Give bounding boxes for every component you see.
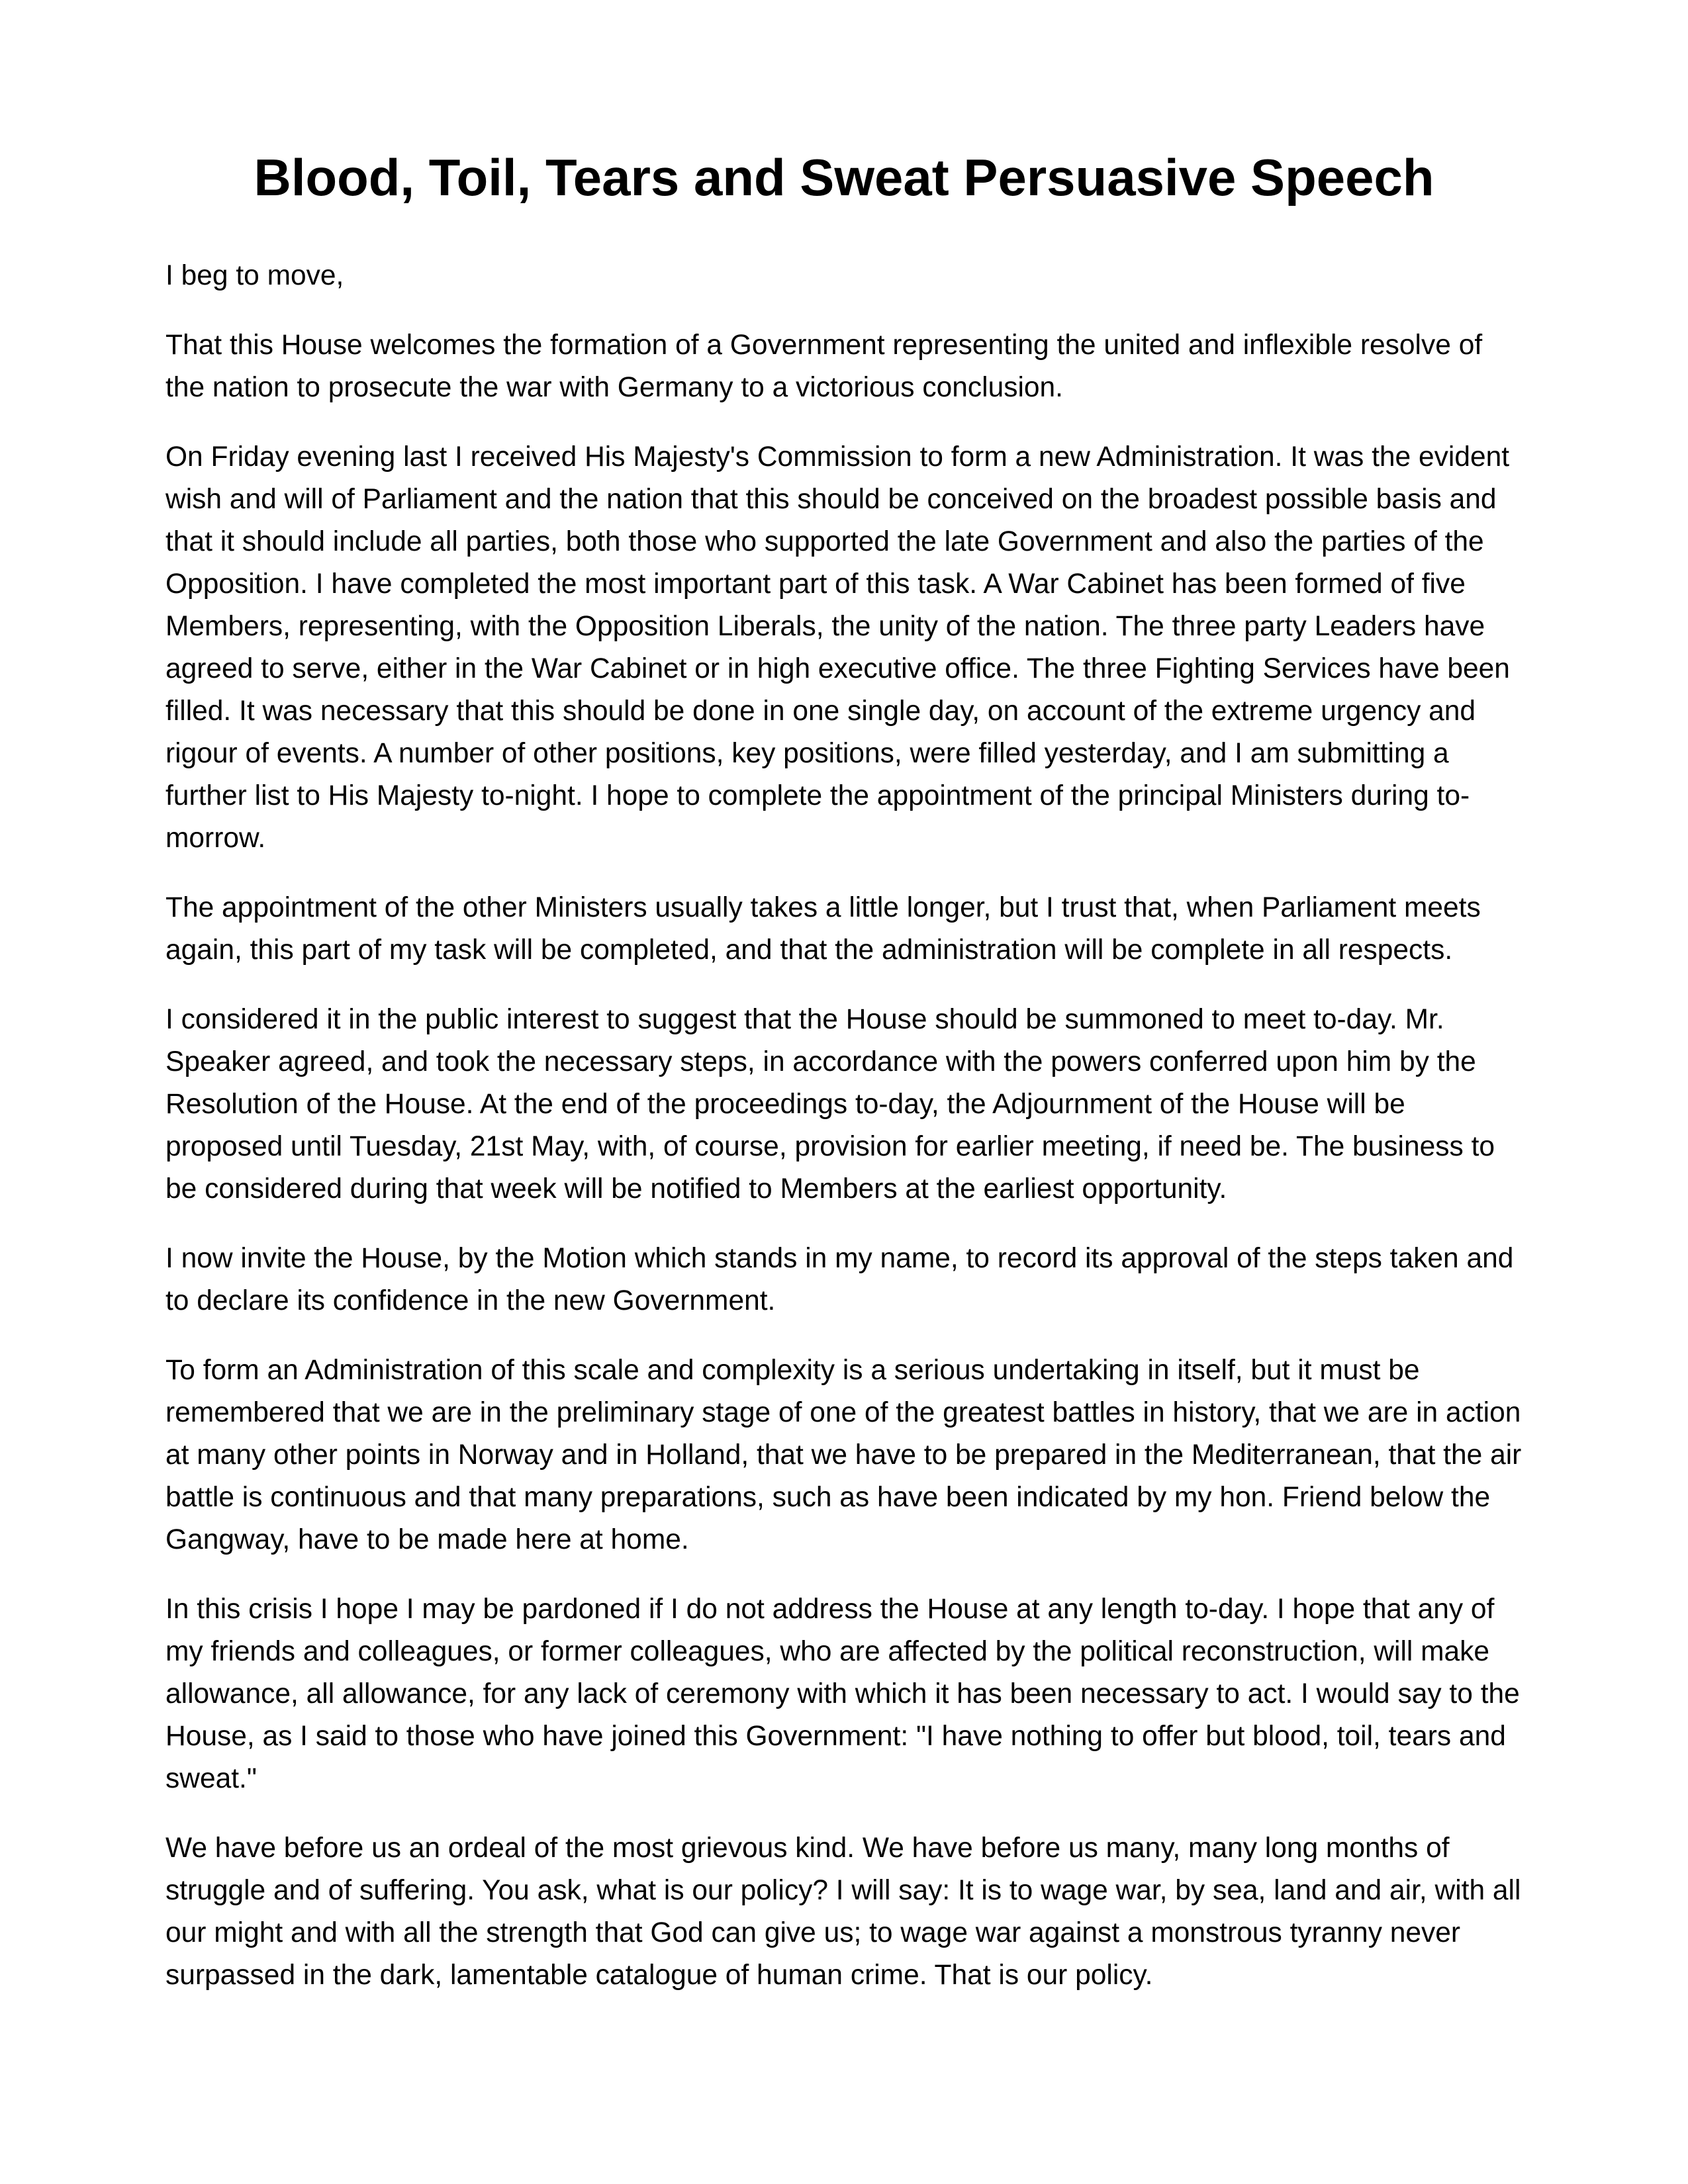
paragraph-1: I beg to move,	[165, 260, 344, 291]
paragraph-6: I now invite the House, by the Motion which stands in my name, to record its approval of the steps taken and to declare its confidence in the new Government.	[165, 1243, 1514, 1316]
paragraph-2: That this House welcomes the formation of a Government representing the united and inflexible resolve of the nation to prosecute the war with Germany to a victorious conclusion.	[165, 330, 1483, 403]
paragraph-4: The appointment of the other Ministers usually takes a little longer, but I trust that, when Parliament meets again, this part of my task will be completed, and that the administration will be complete in all respects.	[165, 892, 1481, 966]
document-body	[165, 255, 1529, 2024]
document-title: Blood, Toil, Tears and Sweat Persuasive Speech	[254, 148, 1434, 206]
paragraph-5: I considered it in the public interest to suggest that the House should be summoned to meet to-day. Mr. Speaker agreed, and took the necessary steps, in accordance with the powers conferred upon him by the Resolution of the House. At the end of the proceedings to-day, the Adjournment of the House will be proposed until Tuesday, 21st May, with, of course, provision for earlier meeting, if need be. The business to be considered during that week will be notified to Members at the earliest opportunity.	[165, 1004, 1495, 1205]
paragraph-8: In this crisis I hope I may be pardoned if I do not address the House at any length to-day. I hope that any of my friends and colleagues, or former colleagues, who are affected by the political reconstruction, will make allowance, all allowance, for any lack of ceremony with which it has been necessary to act. I would say to the House, as I said to those who have joined this Government: "I have nothing to offer but blood, toil, tears and sweat."	[165, 1594, 1520, 1794]
paragraph-3: On Friday evening last I received His Majesty's Commission to form a new Administration. It was the evident wish and will of Parliament and the nation that this should be conceived on the broadest possible basis and that it should include all parties, both those who supported the late Government and also the parties of the Opposition. I have completed the most important part of this task. A War Cabinet has been formed of five Members, representing, with the Opposition Liberals, the unity of the nation. The three party Leaders have agreed to serve, either in the War Cabinet or in high executive office. The three Fighting Services have been filled. It was necessary that this should be done in one single day, on account of the extreme urgency and rigour of events. A number of other positions, key positions, were filled yesterday, and I am submitting a further list to His Majesty to-night. I hope to complete the appointment of the principal Ministers during to-morrow.	[165, 441, 1510, 854]
paragraph-9: We have before us an ordeal of the most grievous kind. We have before us many, many long months of struggle and of suffering. You ask, what is our policy? I will say: It is to wage war, by sea, land and air, with all our might and with all the strength that God can give us; to wage war against a monstrous tyranny never surpassed in the dark, lamentable catalogue of human crime. That is our policy.	[165, 1833, 1521, 1991]
paragraph-7: To form an Administration of this scale and complexity is a serious undertaking in itself, but it must be remembered that we are in the preliminary stage of one of the greatest battles in history, that we are in action at many other points in Norway and in Holland, that we have to be prepared in the Mediterranean, that the air battle is continuous and that many preparations, such as have been indicated by my hon. Friend below the Gangway, have to be made here at home.	[165, 1355, 1522, 1555]
